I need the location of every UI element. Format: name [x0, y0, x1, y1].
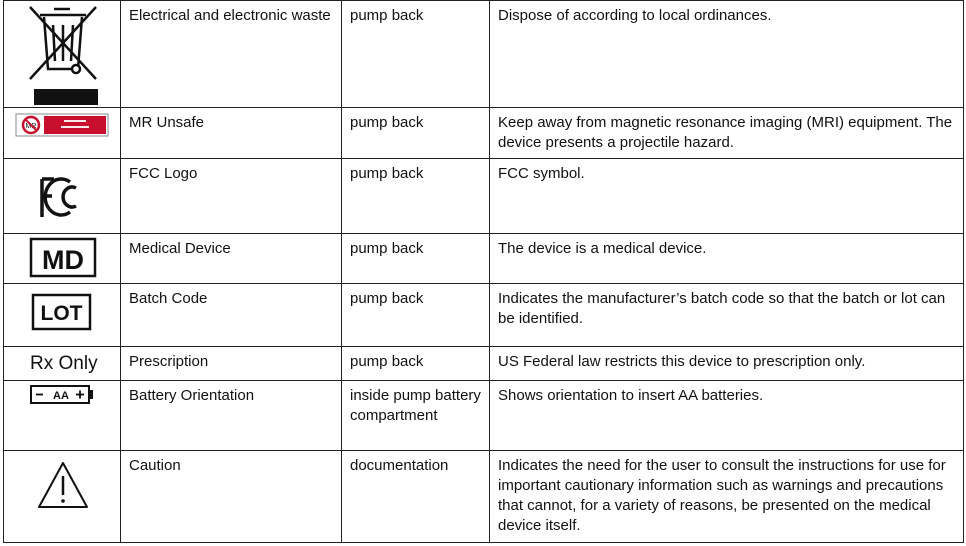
symbol-location: pump back: [342, 234, 490, 284]
mr-unsafe-icon: [4, 108, 119, 158]
battery-orientation-icon: [4, 381, 119, 450]
symbol-cell: [4, 234, 121, 284]
symbol-location: pump back: [342, 284, 490, 347]
symbol-location: pump back: [342, 108, 490, 159]
symbol-description: Dispose of according to local ordinances.: [490, 1, 964, 108]
symbol-description: Indicates the manufacturer’s batch code so that the batch or lot can be identified.: [490, 284, 964, 347]
symbol-name: Battery Orientation: [121, 381, 342, 451]
symbol-location: pump back: [342, 159, 490, 234]
symbol-location: pump back: [342, 347, 490, 381]
symbol-description: Shows orientation to insert AA batteries.: [490, 381, 964, 451]
weee-crossed-bin-icon: [4, 1, 119, 107]
md-medical-device-icon: [4, 234, 119, 283]
symbol-description: Keep away from magnetic resonance imaging (MRI) equipment. The device presents a projectile hazard.: [490, 108, 964, 159]
table-row: [4, 381, 964, 451]
symbol-cell: [4, 451, 121, 543]
symbol-description: FCC symbol.: [490, 159, 964, 234]
symbol-cell: [4, 284, 121, 347]
symbol-name: MR Unsafe: [121, 108, 342, 159]
symbol-name: FCC Logo: [121, 159, 342, 234]
caution-triangle-icon: [4, 451, 119, 542]
symbols-table: [3, 0, 964, 543]
symbol-cell: [4, 1, 121, 108]
symbol-cell: [4, 381, 121, 451]
symbol-name: Medical Device: [121, 234, 342, 284]
symbol-cell: [4, 159, 121, 234]
table-row: [4, 234, 964, 284]
table-row: [4, 284, 964, 347]
symbol-name: Electrical and electronic waste: [121, 1, 342, 108]
fcc-logo-icon: [4, 159, 119, 233]
symbol-location: pump back: [342, 1, 490, 108]
svg-text:LOT: LOT: [40, 302, 83, 325]
lot-batch-code-icon: [4, 284, 119, 346]
symbol-cell: [4, 347, 121, 381]
table-row: [4, 347, 964, 381]
table-row: [4, 451, 964, 543]
table-row: [4, 1, 964, 108]
battery-label: AA: [53, 390, 69, 402]
symbol-description: US Federal law restricts this device to prescription only.: [490, 347, 964, 381]
svg-text:MR: MR: [25, 123, 37, 130]
svg-text:MD: MD: [42, 245, 84, 275]
symbol-name: Prescription: [121, 347, 342, 381]
symbol-name: Batch Code: [121, 284, 342, 347]
table-row: [4, 108, 964, 159]
symbol-cell: [4, 108, 121, 159]
symbol-name: Caution: [121, 451, 342, 543]
symbol-description: Indicates the need for the user to consult the instructions for use for important cautionary information such as warnings and precautions that cannot, for a variety of reasons, be presented on the medical device itself.: [490, 451, 964, 543]
rx-only-text: Rx Only: [30, 353, 98, 374]
table-row: [4, 159, 964, 234]
symbol-location: documentation: [342, 451, 490, 543]
symbol-location: inside pump battery compartment: [342, 381, 490, 451]
symbol-description: The device is a medical device.: [490, 234, 964, 284]
